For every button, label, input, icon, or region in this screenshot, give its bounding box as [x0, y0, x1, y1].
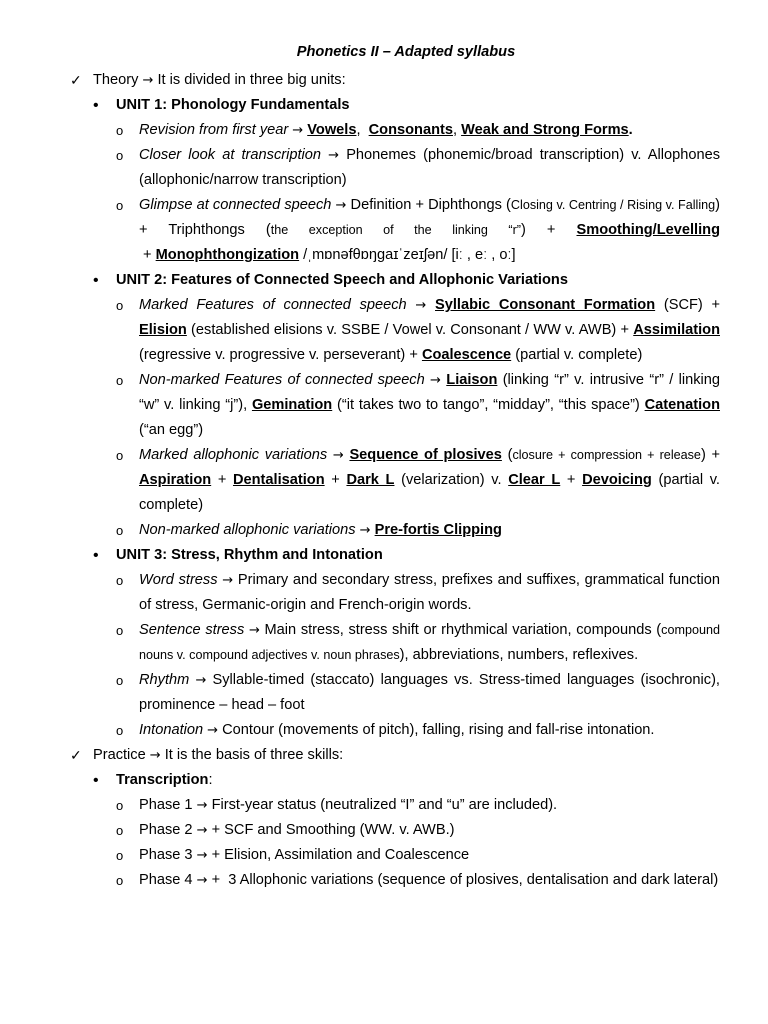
term-smoothing: Smoothing/Levelling	[576, 222, 720, 238]
arrow-icon: →	[149, 748, 161, 763]
term-catenation: Catenation	[644, 397, 720, 413]
term-scf: Syllabic Consonant Formation	[435, 297, 656, 313]
unit-3-item-word-stress	[70, 568, 720, 618]
item-lead: Non-marked Features of connected speech	[139, 372, 425, 388]
circle-bullet-icon: o	[116, 523, 124, 538]
item-text: (“an egg”)	[139, 422, 204, 438]
unit-3-title: UNIT 3: Stress, Rhythm and Intonation	[116, 547, 383, 563]
checkmark-icon: ✓	[70, 72, 82, 88]
item-text: +	[139, 247, 156, 263]
unit-2-item-marked-allophonic	[70, 443, 720, 518]
unit-2-title: UNIT 2: Features of Connected Speech and Allophonic Variations	[116, 272, 568, 288]
unit-1-heading	[70, 93, 720, 118]
theory-text: It is divided in three big units:	[157, 72, 346, 88]
unit-2-item-nonmarked-allophonic	[70, 518, 720, 543]
item-text: +	[560, 472, 583, 488]
item-text: Primary and secondary stress, prefixes and suffixes, grammatical function of stress, Germanic-origin and French-origin words.	[139, 572, 720, 613]
item-lead: Intonation	[139, 722, 204, 738]
term-elision: Elision	[139, 322, 187, 338]
circle-bullet-icon: o	[116, 798, 124, 813]
unit-3-item-intonation	[70, 718, 720, 743]
unit-2-item-nonmarked-features	[70, 368, 720, 443]
phase-lead: Phase 2	[139, 822, 193, 838]
item-text: (linking “r” v. intrusive “r” / linking “w” v. linking “j”),	[139, 372, 721, 413]
phase-lead: Phase 3	[139, 847, 193, 863]
practice-text: It is the basis of three skills:	[164, 747, 344, 763]
transcription-phase-3	[70, 843, 720, 868]
item-text-small: Closing v. Centring / Rising v. Falling	[510, 198, 716, 212]
phase-text: + SCF and Smoothing (WW. v. AWB.)	[211, 822, 455, 838]
item-text: +	[324, 472, 347, 488]
term-weak-strong-forms: Weak and Strong Forms	[461, 122, 629, 138]
item-text: (	[501, 447, 513, 463]
item-text: Main stress, stress shift or rhythmical variation, compounds (	[264, 622, 662, 638]
bullet-icon: •	[93, 97, 99, 114]
item-text: +	[211, 472, 233, 488]
circle-bullet-icon: o	[116, 123, 124, 138]
item-lead: Marked allophonic variations	[139, 447, 328, 463]
item-text: Phonemes (phonemic/broad transcription) v. Allophones (allophonic/narrow transcription)	[139, 147, 721, 188]
item-lead: Non-marked allophonic variations	[139, 522, 356, 538]
circle-bullet-icon: o	[116, 373, 124, 388]
practice-label: Practice	[93, 747, 146, 763]
checkmark-icon: ✓	[70, 747, 82, 763]
bullet-icon: •	[93, 772, 99, 789]
item-text: (“it takes two to tango”, “midday”, “this space”)	[332, 397, 645, 413]
phase-text: First-year status (neutralized “I” and “u” are included).	[211, 797, 558, 813]
transcription-phase-4	[70, 868, 720, 893]
item-text: Definition + Diphthongs (	[350, 197, 511, 213]
item-lead: Marked Features of connected speech	[139, 297, 407, 313]
arrow-icon: →	[222, 573, 234, 588]
separator: .	[628, 122, 633, 138]
circle-bullet-icon: o	[116, 298, 124, 313]
item-text: (partial v. complete)	[511, 347, 643, 363]
term-gemination: Gemination	[251, 397, 333, 413]
arrow-icon: →	[335, 198, 347, 213]
phase-text: + 3 Allophonic variations (sequence of plosives, dentalisation and dark lateral)	[211, 872, 719, 888]
circle-bullet-icon: o	[116, 823, 124, 838]
arrow-icon: →	[196, 873, 208, 888]
item-lead: Glimpse at connected speech	[139, 197, 332, 213]
item-text: (regressive v. progressive v. perseverant) +	[139, 347, 422, 363]
phase-text: + Elision, Assimilation and Coalescence	[211, 847, 470, 863]
term-dark-l: Dark L	[346, 472, 395, 488]
arrow-icon: →	[248, 623, 260, 638]
item-text: ) +	[700, 447, 720, 463]
arrow-icon: →	[142, 73, 154, 88]
separator: ,	[452, 122, 462, 138]
bullet-icon: •	[93, 272, 99, 289]
unit-1-item-connected-speech	[70, 193, 720, 268]
item-text: (partial v. complete)	[139, 472, 720, 513]
transcription-title: Transcription	[116, 772, 209, 788]
circle-bullet-icon: o	[116, 148, 124, 163]
item-text: ) +	[520, 222, 577, 238]
bullet-icon: •	[93, 547, 99, 564]
term-sequence-plosives: Sequence of plosives	[349, 447, 502, 463]
term-assimilation: Assimilation	[633, 322, 720, 338]
term-vowels: Vowels	[307, 122, 357, 138]
circle-bullet-icon: o	[116, 198, 124, 213]
arrow-icon: →	[195, 673, 207, 688]
transcription-heading	[70, 768, 720, 793]
term-monophthongization: Monophthongization	[155, 247, 300, 263]
item-lead: Rhythm	[139, 672, 190, 688]
term-clear-l: Clear L	[508, 472, 561, 488]
term-liaison: Liaison	[446, 372, 498, 388]
term-consonants: Consonants	[368, 122, 453, 138]
item-text: (established elisions v. SSBE / Vowel v. Consonant / WW v. AWB) +	[186, 322, 634, 338]
circle-bullet-icon: o	[116, 873, 124, 888]
arrow-icon: →	[328, 148, 340, 163]
unit-2-heading	[70, 268, 720, 293]
transcription-phase-2	[70, 818, 720, 843]
arrow-icon: →	[196, 823, 208, 838]
term-aspiration: Aspiration	[139, 472, 212, 488]
theory-label: Theory	[93, 72, 139, 88]
arrow-icon: →	[196, 798, 208, 813]
term-prefortis-clipping: Pre-fortis Clipping	[374, 522, 502, 538]
page-title: Phonetics II – Adapted syllabus	[296, 44, 516, 60]
item-lead: Revision from first year	[139, 122, 289, 138]
item-text: /ˌmɒnəfθɒŋgaɪˈzeɪʃən/ [iː , eː , oː]	[299, 247, 516, 263]
arrow-icon: →	[196, 848, 208, 863]
item-text: ) + Triphthongs (	[139, 197, 721, 238]
unit-3-heading	[70, 543, 720, 568]
unit-1-item-transcription	[70, 143, 720, 193]
circle-bullet-icon: o	[116, 448, 124, 463]
item-text: Contour (movements of pitch), falling, rising and fall-rise intonation.	[222, 722, 655, 738]
arrow-icon: →	[359, 523, 371, 538]
transcription-colon: :	[208, 772, 213, 788]
circle-bullet-icon: o	[116, 573, 124, 588]
arrow-icon: →	[207, 723, 219, 738]
item-text-small: the exception of the linking “r”	[270, 223, 521, 237]
theory-item	[70, 68, 720, 93]
circle-bullet-icon: o	[116, 723, 124, 738]
unit-1-item-revision	[70, 118, 720, 143]
unit-1-title: UNIT 1: Phonology Fundamentals	[116, 97, 350, 113]
item-lead: Sentence stress	[139, 622, 245, 638]
arrow-icon: →	[430, 373, 441, 388]
unit-3-item-sentence-stress	[70, 618, 720, 668]
item-text: Syllable-timed (staccato) languages vs. Stress-timed languages (isochronic), prominence – head – foot	[139, 672, 720, 713]
transcription-phase-1	[70, 793, 720, 818]
term-dentalisation: Dentalisation	[232, 472, 325, 488]
practice-item	[70, 743, 720, 768]
circle-bullet-icon: o	[116, 673, 124, 688]
item-lead: Closer look at transcription	[139, 147, 321, 163]
item-lead: Word stress	[139, 572, 218, 588]
item-text: ), abbreviations, numbers, reflexives.	[399, 647, 639, 663]
term-devoicing: Devoicing	[582, 472, 652, 488]
item-text: (velarization) v.	[394, 472, 509, 488]
item-text: (SCF) +	[655, 297, 720, 313]
circle-bullet-icon: o	[116, 623, 124, 638]
phase-lead: Phase 1	[139, 797, 193, 813]
arrow-icon: →	[292, 123, 304, 138]
separator: ,	[356, 122, 369, 138]
item-text-small: compound nouns v. compound adjectives v. noun phrases	[139, 623, 720, 662]
term-coalescence: Coalescence	[421, 347, 512, 363]
circle-bullet-icon: o	[116, 848, 124, 863]
phase-lead: Phase 4	[139, 872, 193, 888]
item-text-small: closure + compression + release	[512, 448, 701, 462]
unit-2-item-marked-features	[70, 293, 720, 368]
unit-3-item-rhythm	[70, 668, 720, 718]
arrow-icon: →	[415, 298, 427, 313]
arrow-icon: →	[332, 448, 344, 463]
